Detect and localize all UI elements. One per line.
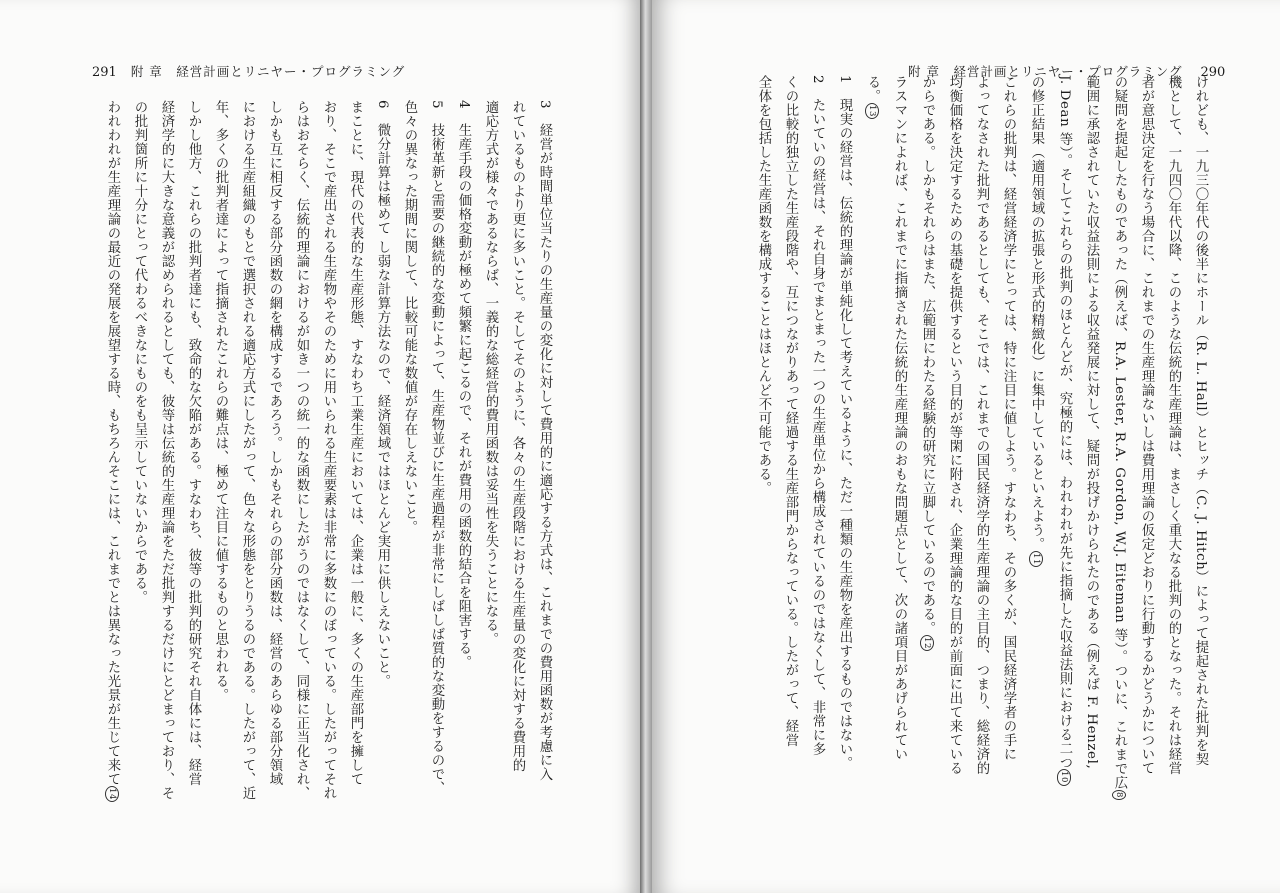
text-line-content: 年、多くの批判者達によって指摘されたこれらの難点は、極めて注目に値するものと思われる。 — [213, 100, 228, 702]
text-line-content: 均衡価格を決定するための基礎を提供するという目的が等閑に附され、企業理論的な目的が前面に出て来ている — [947, 75, 962, 775]
text-line-content: の批判箇所に十分にとって代わるべきなにものをも呈示していないからである。 — [132, 100, 147, 604]
text-line-content: 5 技術革新と需要の継続的な変動によって、生産物並びに生産過程が非常にしばしば質的な変動をするので、 — [429, 100, 444, 796]
footnote-mark: 11 — [1031, 553, 1041, 566]
text-line-content: 機として、一九四〇年代以降、このような伝統的生産理論は、まさしく重大なる批判の的となった。それは経営 — [1166, 75, 1181, 775]
text-line-content: しかし他方、これらの批判者達にも、致命的な欠陥がある。すなわち、彼等の批判的研究それ自体には、経営 — [186, 100, 201, 786]
text-line — [126, 100, 153, 800]
text-line-content: れているものより更に多いこと。そしてそのように、各々の生産段階における生産量の変化に対する費用的 — [510, 100, 525, 772]
text-line — [886, 75, 913, 795]
text-line — [858, 75, 886, 795]
left-text-column — [98, 100, 558, 800]
text-line — [207, 100, 234, 800]
right-page — [652, 0, 1280, 893]
text-line — [1160, 75, 1187, 795]
text-line-content: 1 現実の経営は、伝統的理論が単純化して考えているように、ただ一種類の生産物を産出するものではない。 — [837, 75, 852, 771]
text-line-content: 色々の異なった期間に関して、比較可能な数値が存在しえないこと。 — [402, 100, 417, 534]
text-line — [504, 100, 531, 800]
text-line-content: 経済学的に大きな意義が認められるとしても、彼等は伝統的生産理論をただ批判するだけにとどまっており、そ — [159, 100, 174, 800]
text-line — [450, 100, 477, 800]
text-line — [831, 75, 858, 795]
right-page-number: 290 — [1200, 65, 1226, 80]
right-header-title: 附 章 経営計画とリニヤー・プログラミング — [908, 64, 1183, 79]
text-line — [234, 100, 261, 800]
text-line — [369, 100, 396, 800]
text-line-content: 3 経営が時間単位当たりの生産量の変化に対して費用的に適応する方式は、これまでの費用函数が考慮に入 — [537, 100, 552, 782]
text-line-content: ラスマンによれば、これまでに指摘された伝統的生産理論のおもな問題点として、次の諸項目があげられてい — [892, 75, 907, 761]
right-text-column — [750, 75, 1214, 798]
text-line-content: 6 微分計算は極めて し弱な計算方法なので、経済領域ではほとんど実用に供しえないこと。 — [375, 100, 390, 688]
text-line — [750, 75, 777, 795]
text-line-content: 範囲に承認されていた収益法則による収益発展に対して、疑問が投げかけられたのである（例えば F. Henzel, — [1084, 75, 1099, 770]
text-line — [261, 100, 288, 800]
footnote-mark: 14 — [107, 788, 117, 801]
text-line-content: しかも互に相反する部分函数の網を構成するであろう。しかもそれらの部分函数は、経営のあらゆる部分領域 — [267, 100, 282, 786]
text-line — [804, 75, 831, 795]
text-line-content: の疑問を提起したものであった（例えば、R.A. Lester, R.A. Gordon, W.J. Eiteman 等）。ついに、これまで広 — [1112, 75, 1127, 790]
text-line-content: における生産組織のもとで選択される適応方式にしたがって、色々な形態をとりうるのである。したがって、近 — [240, 100, 255, 800]
left-running-header — [92, 62, 405, 80]
footnote-mark: 10 — [1059, 771, 1069, 784]
text-line-content: 者が意思決定を行なう場合に、これまでの生産理論ないしは費用理論の仮定どおりに行動するかどうかについて — [1139, 75, 1154, 775]
text-line — [941, 75, 968, 795]
text-line — [1105, 75, 1133, 798]
text-line — [315, 100, 342, 800]
text-line — [1078, 75, 1105, 795]
text-line-content: われわれが生産理論の最近の発展を展望する時、もちろんそこには、これまでとは異なった光景が生じて来て — [105, 100, 120, 786]
text-line-content: よってなされた批判であるとしても、そこでは、これまでの国民経済学的生産理論の主目的、つまり、総経済的 — [974, 75, 989, 775]
text-line-content: まことに、現代の代表的な生産形態、すなわち工業生産においては、企業は一般に、多くの生産部門を擁して — [348, 100, 363, 786]
text-line — [396, 100, 423, 800]
text-line — [1187, 75, 1214, 795]
text-line-content: J. Dean 等）。そしてこれらの批判のほとんどが、究極的には、われわれが先に指摘した収益法則における二つ — [1057, 75, 1072, 770]
text-line — [423, 100, 450, 800]
text-line-content: 4 生産手段の価格変動が極めて頻繁に起こるので、それが費用の函数的結合を阻害する。 — [456, 100, 471, 670]
text-line — [1022, 75, 1050, 795]
text-line — [995, 75, 1022, 795]
text-line-content: 全体を包括した生産函数を構成することはほとんど不可能である。 — [756, 75, 771, 495]
footnote-mark: 12 — [922, 637, 932, 650]
text-line — [531, 100, 558, 800]
text-line-content: 適応方式が様々であるならば、一義的な総経営的費用函数は妥当性を失うことになる。 — [483, 100, 498, 646]
book-gutter — [640, 0, 652, 893]
text-line-content: これらの批判は、経営経済学にとっては、特に注目に値しよう。すなわち、その多くが、国民経済学者の手に — [1001, 75, 1016, 761]
text-line-content: くの比較的独立した生産段階や、互につながりあって経過する生産部門からなっている。したがって、経営 — [783, 75, 798, 747]
text-line-content: からである。しかもそれらはまた、広範囲にわたる経験的研究に立脚しているのである。 — [920, 75, 935, 635]
text-line-content: の修正結果（適用領域の拡張と形式的精緻化）に集中しているといえよう。 — [1029, 75, 1044, 551]
text-line-content: らはおそらく、伝統的理論におけるが如き一つの統一的な函数にしたがうのではなくして、同様に正当化され、 — [294, 100, 309, 800]
left-header-title: 附 章 経営計画とリニヤー・プログラミング — [130, 64, 406, 79]
text-line-content: 2 たいていの経営は、それ自身でまとまった一つの生産単位から構成されているのではなくして、非常に多 — [810, 75, 825, 757]
text-line — [913, 75, 941, 795]
text-line — [342, 100, 369, 800]
text-line-content: おり、そこで産出される生産物やそのために用いられる生産要素は非常に多数にのぼっている。したがってそれ — [321, 100, 336, 800]
footnote-mark: 13 — [867, 105, 877, 118]
text-line — [477, 100, 504, 800]
text-line-content: けれども、一九三〇年代の後半にホール（R. L. Hall）とヒッチ（C. J. Hitch）によって提起された批判を契 — [1193, 75, 1208, 767]
text-line — [1133, 75, 1160, 795]
text-line — [180, 100, 207, 800]
text-line — [968, 75, 995, 795]
text-line — [98, 100, 126, 800]
footnote-mark: 8 — [1114, 791, 1124, 798]
left-page-number: 291 — [92, 65, 117, 80]
text-line-content: る。 — [865, 75, 880, 103]
text-line — [1050, 75, 1078, 795]
text-line — [777, 75, 804, 795]
text-line — [153, 100, 180, 800]
text-line — [288, 100, 315, 800]
